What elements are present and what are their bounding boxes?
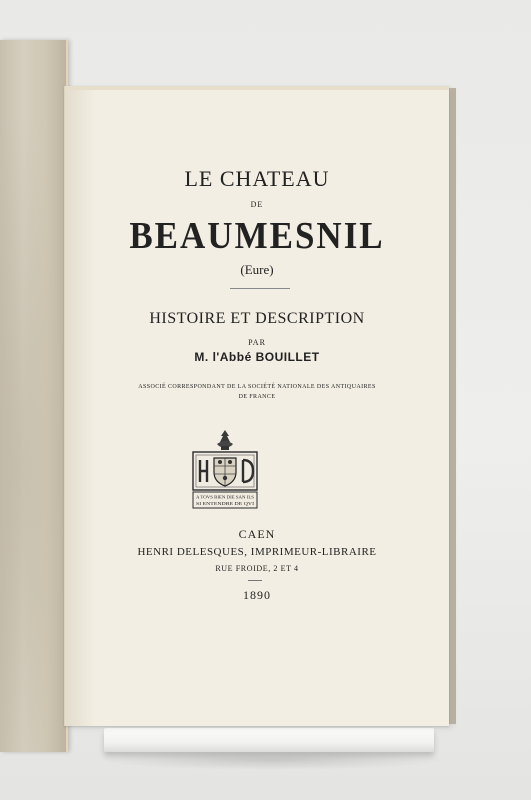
svg-text:SI ENTENDRE DE QVI: SI ENTENDRE DE QVI [196, 501, 255, 506]
imprint-address: RUE FROIDE, 2 ET 4 [215, 564, 299, 573]
author-role-line-2: DE FRANCE [238, 394, 276, 400]
author-name: M. l'Abbé BOUILLET [194, 350, 320, 364]
imprint-year: 1890 [243, 588, 271, 602]
svg-text:A TOVS BIEN DIE SAN ILS: A TOVS BIEN DIE SAN ILS [196, 494, 254, 500]
subtitle: HISTOIRE ET DESCRIPTION [149, 310, 365, 327]
by-line: PAR [248, 338, 266, 347]
title-region: (Eure) [240, 262, 274, 277]
title-page-content [65, 86, 449, 726]
author-role-line-1: ASSOCIÉ CORRESPONDANT DE LA SOCIÉTÉ NATIONALE DES ANTIQUAIRES [138, 384, 376, 390]
stand-shadow [96, 750, 446, 770]
imprint-divider [248, 580, 262, 581]
book-cover [0, 40, 68, 752]
title-connector: DE [250, 200, 264, 209]
title-line-1: LE CHATEAU [184, 166, 330, 191]
title-page [64, 86, 449, 726]
printer-device-icon [190, 426, 260, 514]
book-stand [104, 728, 434, 752]
imprint-publisher: HENRI DELESQUES, IMPRIMEUR-LIBRAIRE [137, 546, 377, 558]
printer-device-emblem [190, 426, 260, 514]
title-main: BEAUMESNIL [129, 214, 385, 257]
title-divider [230, 288, 290, 289]
imprint-city: CAEN [238, 527, 276, 541]
